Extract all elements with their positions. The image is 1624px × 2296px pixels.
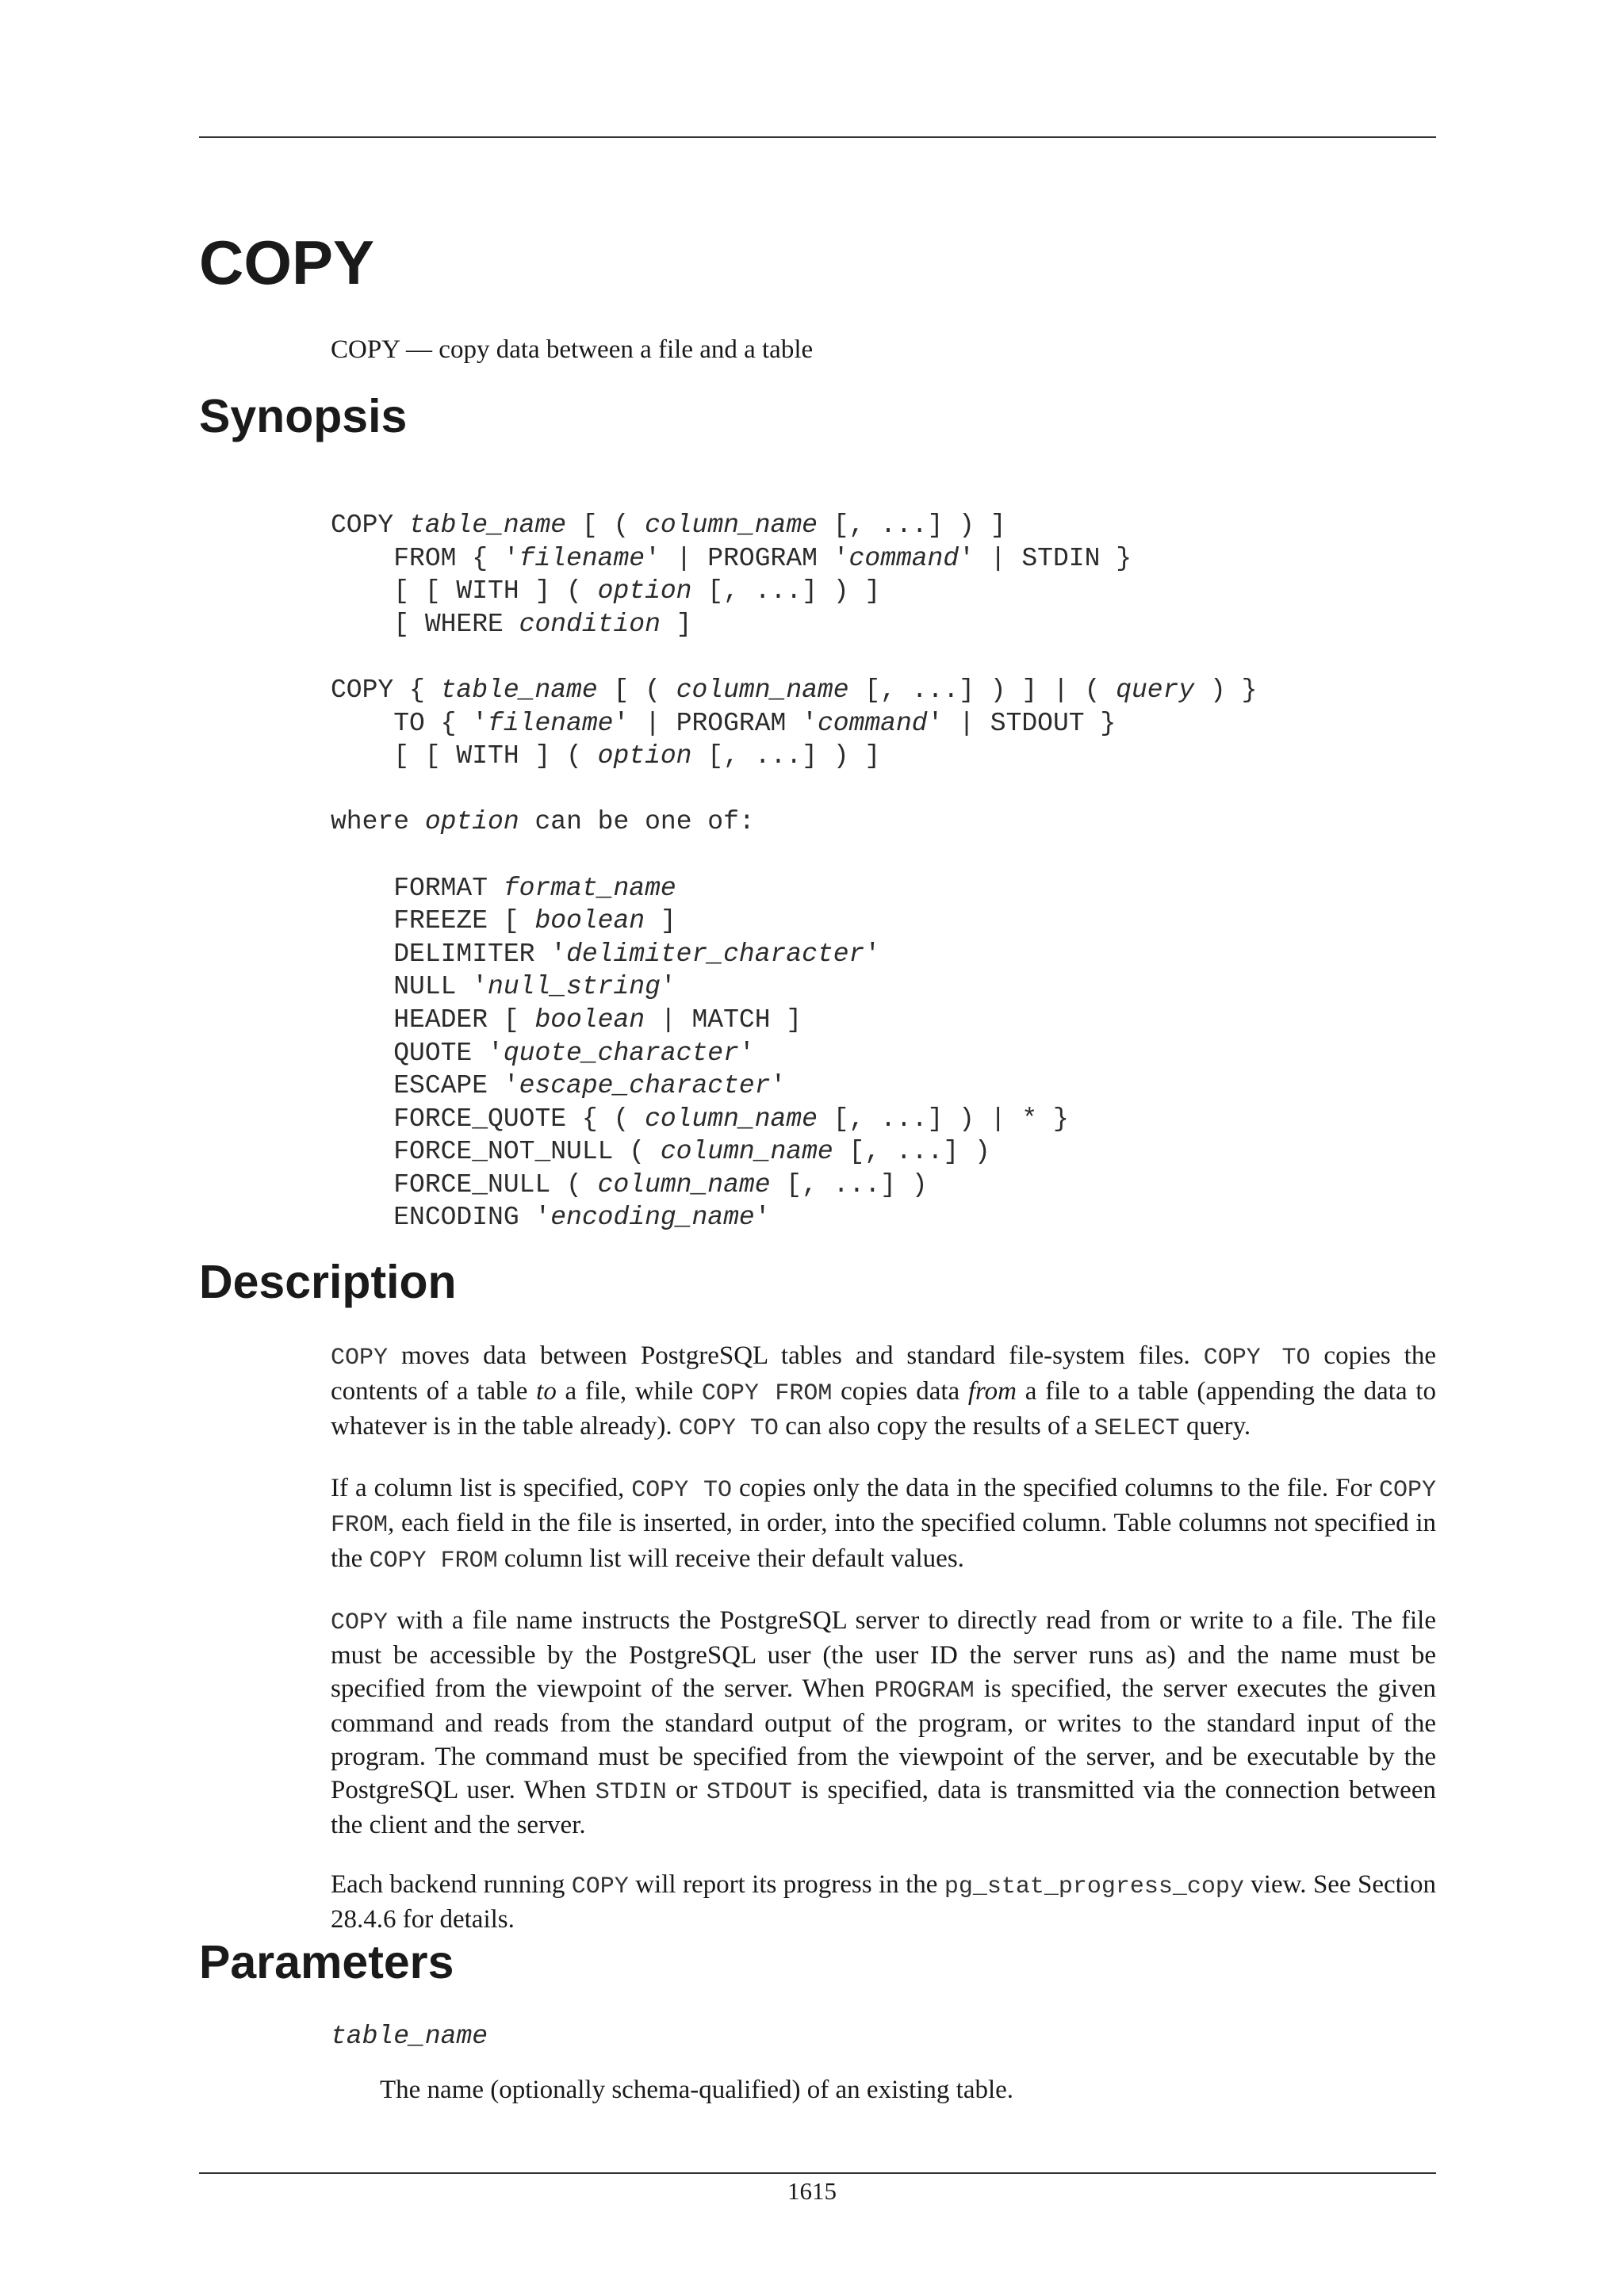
paragraph-text: with a file name instructs the PostgreSQL server to directly read from or write to a file. The file must be accessible by the PostgreSQL user (the user ID the server runs as) and the name must be specified from the viewpoint of the server. When — [331, 1605, 1436, 1703]
synopsis-placeholder: column_name — [676, 675, 849, 705]
synopsis-text: FORMAT — [331, 873, 504, 903]
paragraph-text: is specified, the server executes the given command and reads from the standard output of the program, or writes to the standard input of the program. The command must be specified from the viewpoint of the server, and be executable by the PostgreSQL user. When — [331, 1674, 1436, 1804]
inline-code: SELECT — [1094, 1415, 1180, 1443]
paragraph-text: or — [666, 1775, 707, 1804]
inline-code: COPY TO — [631, 1476, 732, 1504]
synopsis-text: FORCE_QUOTE { ( — [331, 1104, 645, 1134]
synopsis-text: DELIMITER ' — [331, 939, 567, 969]
inline-code: COPY — [571, 1873, 629, 1900]
synopsis-placeholder: quote_character — [503, 1038, 739, 1068]
page-number: 1615 — [787, 2177, 837, 2205]
synopsis-text: COPY — [331, 511, 410, 540]
synopsis-text: HEADER [ — [331, 1004, 535, 1035]
synopsis-text: TO { ' — [331, 708, 488, 738]
footer-rule — [199, 2172, 1436, 2174]
synopsis-text: COPY { — [331, 675, 441, 705]
synopsis-text: NULL ' — [331, 972, 488, 1002]
paragraph-text: a file, while — [556, 1376, 702, 1406]
synopsis-text: ' | PROGRAM ' — [645, 543, 849, 573]
description-paragraph — [331, 1869, 1436, 1937]
synopsis-placeholder: null_string — [488, 972, 661, 1002]
synopsis-placeholder: command — [848, 543, 959, 573]
synopsis-placeholder: column_name — [597, 1169, 771, 1200]
paragraph-text: , each field in the file is inserted, in order, into the specified column. Table columns not specified in the — [331, 1509, 1436, 1573]
heading-description: Description — [199, 1256, 457, 1308]
description-paragraph — [331, 1340, 1436, 1446]
inline-code: PROGRAM — [874, 1677, 975, 1705]
synopsis-text: [ WHERE — [331, 609, 519, 639]
synopsis-placeholder: filename — [488, 708, 614, 738]
refpurpose: COPY — copy data between a file and a table — [331, 335, 814, 364]
synopsis-placeholder: command — [817, 708, 928, 738]
synopsis-text: [, ...] ) — [833, 1137, 990, 1167]
synopsis-text: [, ...] ) — [770, 1169, 928, 1200]
synopsis-placeholder: delimiter_character — [566, 939, 865, 969]
synopsis-text: QUOTE ' — [331, 1038, 504, 1068]
paragraph-text: Each backend running — [331, 1869, 572, 1899]
synopsis-text: [, ...] ) ] | ( — [848, 675, 1116, 705]
synopsis-code-block — [331, 509, 1257, 1234]
synopsis-text: [, ...] ) ] — [691, 576, 881, 607]
synopsis-text: ) } — [1194, 675, 1258, 705]
synopsis-placeholder: table_name — [440, 675, 598, 705]
synopsis-text: [ [ WITH ] ( — [331, 576, 598, 607]
synopsis-text: ' — [770, 1071, 787, 1101]
inline-code: COPY TO — [678, 1415, 779, 1443]
synopsis-text: [, ...] ) ] — [691, 741, 881, 771]
synopsis-text: FORCE_NULL ( — [331, 1169, 598, 1200]
synopsis-placeholder: query — [1116, 675, 1195, 705]
synopsis-text: ] — [645, 906, 676, 936]
description-paragraph — [331, 1605, 1436, 1843]
synopsis-placeholder: column_name — [660, 1137, 833, 1167]
synopsis-text: ' | PROGRAM ' — [613, 708, 818, 738]
paragraph-text: can also copy the results of a — [778, 1412, 1094, 1441]
synopsis-placeholder: boolean — [534, 1004, 645, 1035]
synopsis-placeholder: option — [424, 807, 519, 837]
synopsis-text: ENCODING ' — [331, 1203, 551, 1233]
synopsis-text: ' — [754, 1203, 771, 1233]
synopsis-placeholder: column_name — [645, 511, 818, 540]
paragraph-text: moves data between PostgreSQL tables and standard file-system files. — [388, 1341, 1204, 1370]
synopsis-text: FROM { ' — [331, 543, 519, 573]
synopsis-text: ' | STDOUT } — [927, 708, 1116, 738]
inline-code: STDIN — [595, 1778, 667, 1806]
paragraph-text: If a column list is specified, — [331, 1473, 632, 1502]
synopsis-text: where — [331, 807, 425, 837]
synopsis-text: ' — [660, 972, 676, 1002]
synopsis-placeholder: option — [597, 576, 692, 607]
paragraph-text: copies the contents of a table — [331, 1341, 1436, 1406]
inline-code: COPY FROM — [331, 1476, 1437, 1540]
synopsis-text: ' | STDIN } — [959, 543, 1132, 573]
description-paragraph — [331, 1472, 1436, 1578]
inline-code: COPY — [331, 1345, 389, 1372]
inline-code: STDOUT — [706, 1778, 792, 1806]
synopsis-text: | MATCH ] — [645, 1004, 802, 1035]
parameter-term: table_name — [331, 2022, 488, 2051]
inline-code: COPY TO — [1203, 1345, 1311, 1372]
synopsis-placeholder: encoding_name — [550, 1203, 755, 1233]
inline-code: COPY FROM — [369, 1547, 498, 1575]
inline-code: pg_stat_progress_copy — [944, 1873, 1244, 1900]
paragraph-text: column list will receive their default values. — [497, 1544, 964, 1573]
paragraph-text: will report its progress in the — [628, 1869, 944, 1899]
synopsis-text: [ ( — [597, 675, 676, 705]
synopsis-placeholder: column_name — [645, 1104, 818, 1134]
synopsis-text: [, ...] ) | * } — [817, 1104, 1069, 1134]
heading-synopsis: Synopsis — [199, 390, 408, 442]
synopsis-placeholder: filename — [519, 543, 645, 573]
synopsis-text: FORCE_NOT_NULL ( — [331, 1137, 661, 1167]
paragraph-text: copies only the data in the specified columns to the file. For — [732, 1473, 1379, 1502]
synopsis-text: [, ...] ) ] — [817, 511, 1006, 540]
paragraph-text: query. — [1179, 1412, 1251, 1441]
page-title: COPY — [199, 228, 375, 297]
parameter-definition: The name (optionally schema-qualified) of an existing table. — [380, 2076, 1014, 2104]
synopsis-placeholder: table_name — [409, 511, 567, 540]
synopsis-placeholder: format_name — [503, 873, 676, 903]
synopsis-text: can be one of: — [519, 807, 755, 837]
paragraph-text: is specified, data is transmitted via the connection between the client and the server. — [331, 1775, 1436, 1840]
inline-code: COPY — [331, 1609, 389, 1636]
heading-parameters: Parameters — [199, 1936, 454, 1988]
synopsis-text: ] — [660, 609, 692, 639]
synopsis-text: ESCAPE ' — [331, 1071, 519, 1101]
synopsis-placeholder: option — [597, 741, 692, 771]
paragraph-text: copies data — [832, 1376, 968, 1406]
paragraph-text: view. See Section 28.4.6 for details. — [331, 1869, 1436, 1934]
header-rule — [199, 136, 1436, 138]
synopsis-placeholder: condition — [519, 609, 661, 639]
description-section — [331, 1340, 1436, 1963]
emphasis-text: to — [536, 1376, 557, 1406]
synopsis-text: ' — [738, 1038, 755, 1068]
synopsis-text: FREEZE [ — [331, 906, 535, 936]
emphasis-text: from — [967, 1376, 1017, 1406]
synopsis-text: [ ( — [566, 511, 645, 540]
synopsis-placeholder: boolean — [534, 906, 645, 936]
synopsis-text: ' — [864, 939, 881, 969]
inline-code: COPY FROM — [701, 1380, 833, 1407]
paragraph-text: a file to a table (appending the data to whatever is in the table already). — [331, 1376, 1437, 1441]
synopsis-placeholder: escape_character — [519, 1071, 771, 1101]
synopsis-text: [ [ WITH ] ( — [331, 741, 598, 771]
